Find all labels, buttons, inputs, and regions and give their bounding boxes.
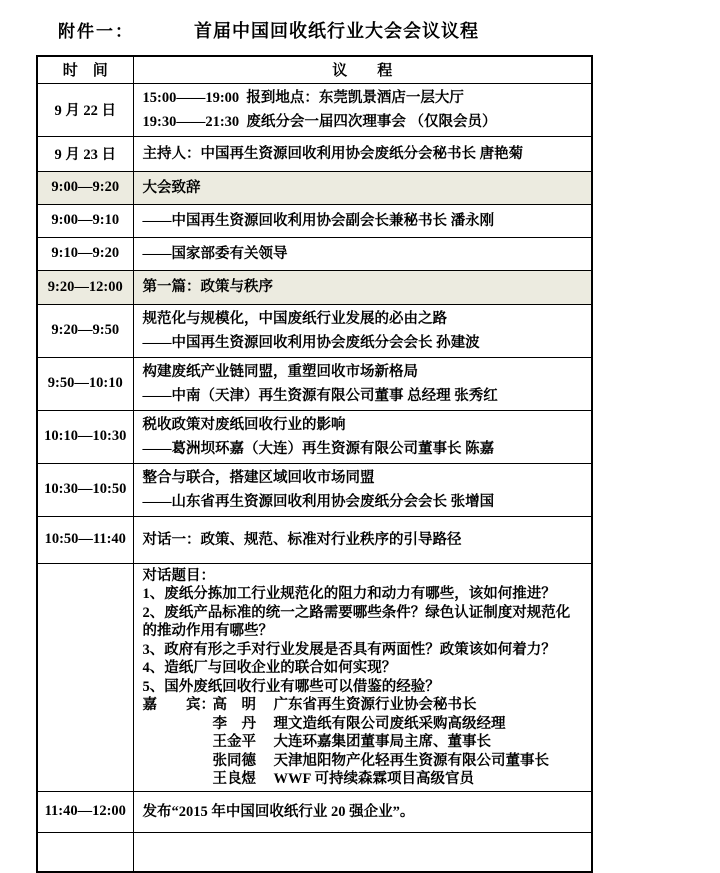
time-cell: 9:20—12:00 — [37, 270, 133, 304]
guest-title: 广东省再生资源行业协会秘书长 — [273, 697, 477, 713]
agenda-table — [36, 55, 593, 873]
agenda-cell — [133, 516, 592, 563]
agenda-line: 15:00——19:00 报到地点：东莞凯景酒店一层大厅 — [142, 89, 464, 106]
time-cell: 9:50—10:10 — [37, 357, 133, 410]
agenda-line: 第一篇：政策与秩序 — [142, 279, 273, 295]
time-cell — [37, 563, 133, 791]
agenda-line: 构建废纸产业链同盟，重塑回收市场新格局 — [142, 363, 418, 380]
guest-name: 王金平 — [212, 734, 256, 750]
time-cell: 9 月 23 日 — [37, 136, 133, 171]
dialog-question: 2、废纸产品标准的统一之路需要哪些条件？绿色认证制度对规范化的推动作用有哪些？ — [142, 604, 571, 639]
table-row — [37, 83, 592, 136]
table-row-section — [37, 171, 592, 204]
dialog-question: 3、政府有形之手对行业发展是否具有两面性？政策该如何着力？ — [142, 641, 556, 658]
guest-row — [143, 752, 584, 771]
table-row — [37, 136, 592, 171]
column-header-time: 时 间 — [37, 56, 133, 83]
agenda-line: ——中国再生资源回收利用协会副会长兼秘书长 潘永刚 — [142, 212, 495, 229]
guest-title: 理文造纸有限公司废纸采购高级经理 — [273, 715, 506, 732]
document-header — [58, 17, 479, 43]
agenda-line: 大会致辞 — [142, 179, 201, 196]
guest-name: 高 明 — [212, 697, 256, 713]
attachment-label: 附件一： — [58, 22, 134, 41]
table-row — [37, 791, 592, 832]
dialog-question: 1、废纸分拣加工行业规范化的阻力和动力有哪些，该如何推进？ — [142, 586, 556, 602]
time-cell: 9:00—9:20 — [37, 171, 133, 204]
table-row-clipped — [37, 832, 592, 872]
agenda-cell — [133, 237, 592, 270]
guest-title: WWF 可持续森霖项目高级官员 — [273, 771, 474, 787]
agenda-cell — [133, 83, 592, 136]
time-cell: 11:40—12:00 — [37, 791, 133, 832]
time-cell: 10:10—10:30 — [37, 410, 133, 463]
agenda-cell — [133, 136, 592, 171]
agenda-cell — [133, 832, 592, 872]
time-cell: 10:50—11:40 — [37, 516, 133, 563]
time-cell: 9 月 22 日 — [37, 83, 133, 136]
agenda-line: 主持人：中国再生资源回收利用协会废纸分会秘书长 唐艳菊 — [142, 145, 524, 162]
agenda-cell — [133, 463, 592, 516]
dialog-cell — [133, 563, 592, 791]
dialog-question: 4、造纸厂与回收企业的联合如何实现？ — [142, 660, 397, 676]
table-row — [37, 237, 592, 270]
agenda-cell — [133, 410, 592, 463]
agenda-line: ——国家部委有关领导 — [142, 245, 288, 262]
agenda-line: 19:30——21:30 废纸分会一届四次理事会 （仅限会员） — [142, 113, 497, 130]
agenda-cell — [133, 171, 592, 204]
guest-name: 张同德 — [212, 752, 256, 769]
time-cell: 9:00—9:10 — [37, 204, 133, 237]
table-row-dialog — [37, 563, 592, 791]
guests-label: 嘉 宾： — [142, 697, 215, 713]
guest-row — [143, 733, 584, 752]
agenda-line: 税收政策对废纸回收行业的影响 — [142, 416, 346, 433]
column-header-agenda: 议 程 — [133, 56, 592, 83]
guest-title: 大连环嘉集团董事局主席、董事长 — [273, 734, 491, 750]
dialog-topic-label: 对话题目： — [142, 567, 215, 584]
guest-row — [143, 715, 584, 734]
agenda-line: ——葛洲坝环嘉（大连）再生资源有限公司董事长 陈嘉 — [142, 440, 495, 457]
table-row — [37, 410, 592, 463]
table-row — [37, 304, 592, 357]
agenda-cell — [133, 270, 592, 304]
dialog-question: 5、国外废纸回收行业有哪些可以借鉴的经验？ — [142, 678, 440, 695]
time-cell — [37, 832, 133, 872]
table-row-section — [37, 270, 592, 304]
agenda-line: 对话一：政策、规范、标准对行业秩序的引导路径 — [142, 531, 462, 548]
time-cell: 10:30—10:50 — [37, 463, 133, 516]
agenda-cell — [133, 357, 592, 410]
time-cell: 9:20—9:50 — [37, 304, 133, 357]
agenda-cell — [133, 204, 592, 237]
guest-row — [143, 696, 584, 715]
agenda-line: ——中国再生资源回收利用协会废纸分会会长 孙建波 — [142, 334, 480, 351]
table-row — [37, 516, 592, 563]
agenda-line: 发布“2015 年中国回收纸行业 20 强企业”。 — [142, 803, 415, 820]
table-row — [37, 204, 592, 237]
guest-row — [143, 770, 584, 789]
guest-title: 天津旭阳物产化轻再生资源有限公司董事长 — [273, 752, 549, 769]
agenda-line: ——中南（天津）再生资源有限公司董事 总经理 张秀红 — [142, 387, 498, 404]
guest-name: 王良煜 — [212, 771, 256, 787]
table-row — [37, 357, 592, 410]
table-header-row — [37, 56, 592, 83]
agenda-cell — [133, 304, 592, 357]
page-title: 首届中国回收纸行业大会会议议程 — [194, 21, 479, 41]
table-row — [37, 463, 592, 516]
time-cell: 9:10—9:20 — [37, 237, 133, 270]
agenda-cell — [133, 791, 592, 832]
agenda-line: 整合与联合，搭建区域回收市场同盟 — [142, 469, 375, 486]
agenda-line: ——山东省再生资源回收利用协会废纸分会会长 张增国 — [142, 493, 495, 510]
agenda-line: 规范化与规模化，中国废纸行业发展的必由之路 — [142, 310, 447, 327]
guest-name: 李 丹 — [212, 715, 256, 732]
